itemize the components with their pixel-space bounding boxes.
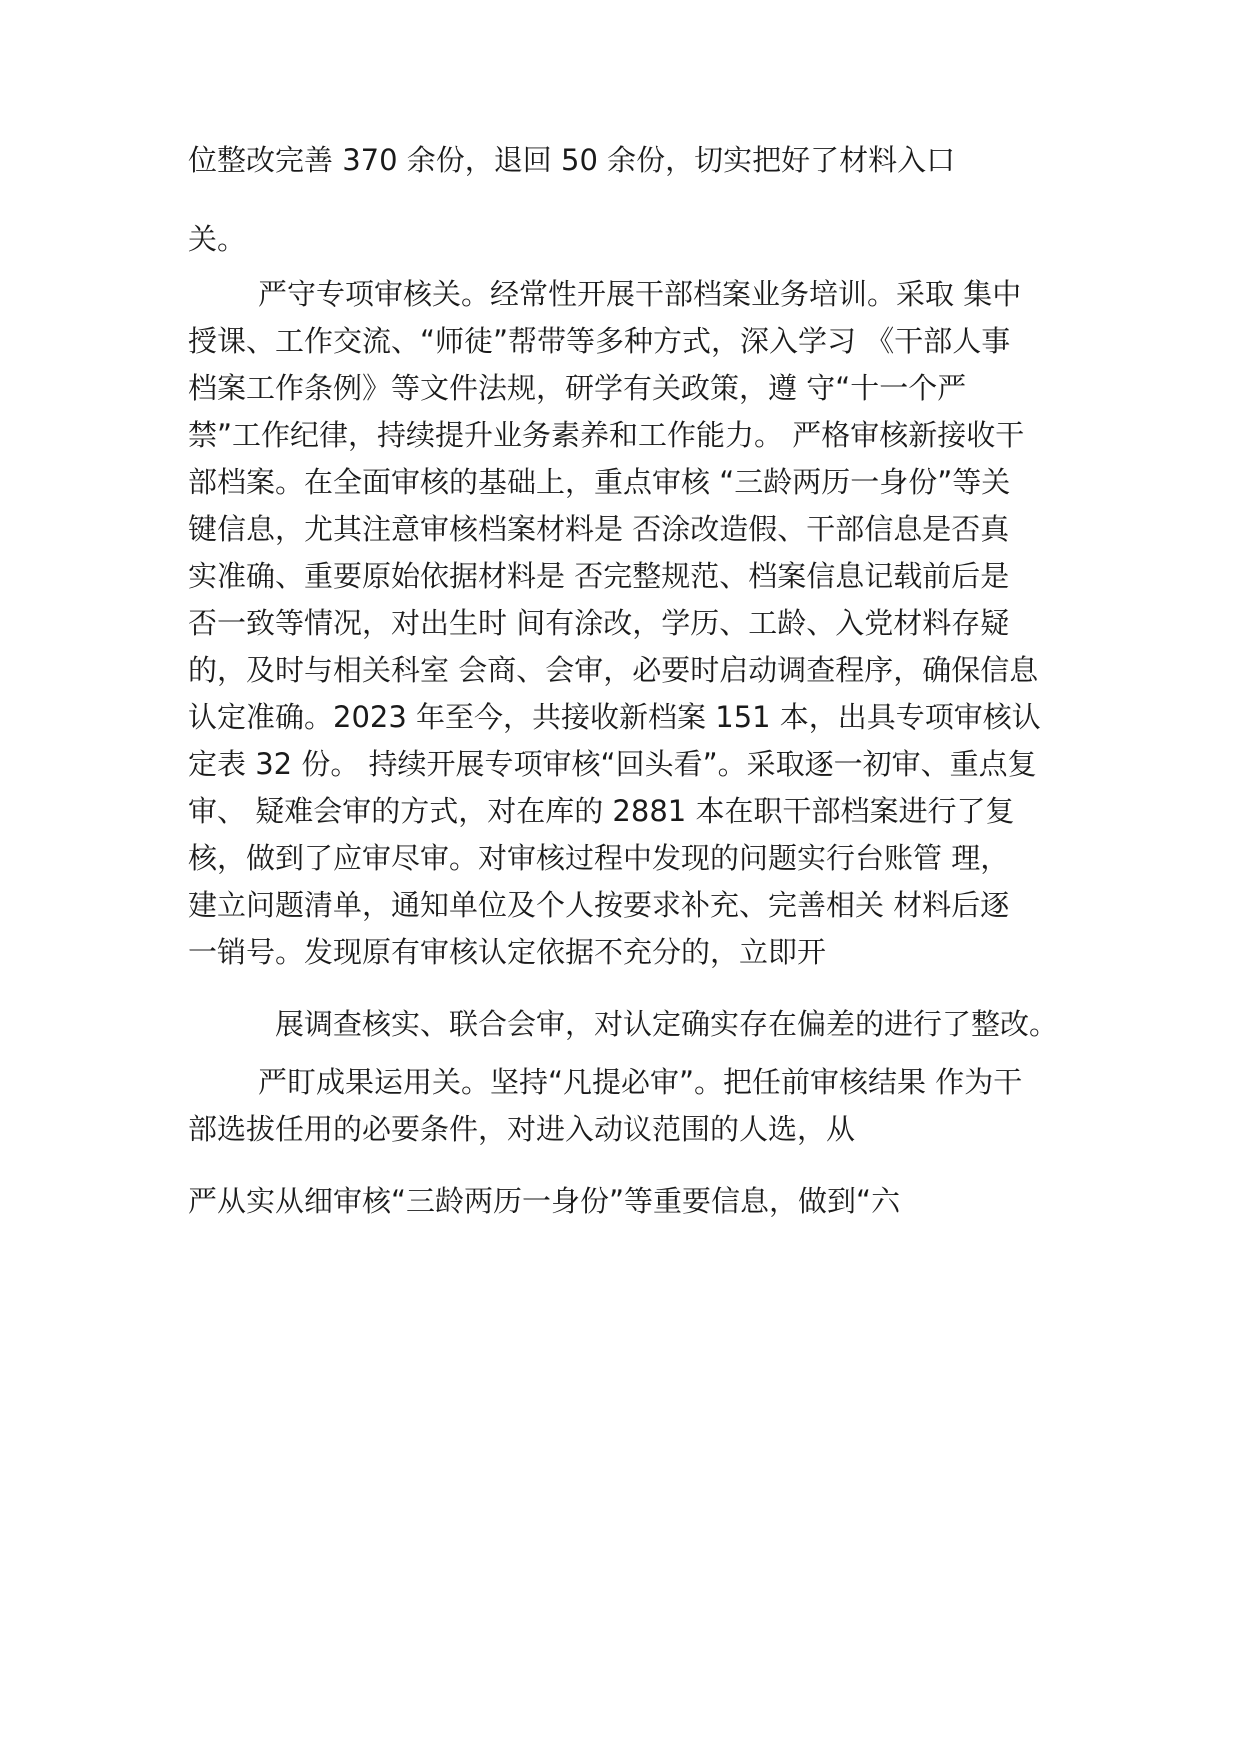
text-line: 关。 [188,222,247,256]
text-line: 一销号。发现原有审核认定依据不充分的，立即开 [188,935,827,969]
text-line: 位整改完善 370 余份，退回 50 余份，切实把好了材料入口 [188,143,956,177]
text-line: 键信息，尤其注意审核档案材料是 否涂改造假、干部信息是否真 [188,512,1010,546]
text-line: 的，及时与相关科室 会商、会审，必要时启动调查程序，确保信息 [188,653,1039,687]
text-line: 严从实从细审核“三龄两历一身份”等重要信息，做到“六 [188,1184,901,1218]
text-line: 否一致等情况，对出生时 间有涂改，学历、工龄、入党材料存疑 [188,606,1010,640]
text-line: 部选拔任用的必要条件，对进入动议范围的人选，从 [188,1112,856,1146]
paragraph-start-line: 严守专项审核关。经常性开展干部档案业务培训。采取 集中 [258,277,1022,311]
text-line: 核，做到了应审尽审。对审核过程中发现的问题实行台账管 理， [188,841,1010,875]
text-line: 授课、工作交流、“师徒”帮带等多种方式，深入学习 《干部人事 [188,324,1011,358]
text-line: 认定准确。2023 年至今，共接收新档案 151 本，出具专项审核认 [188,700,1041,734]
text-line: 部档案。在全面审核的基础上，重点审核 “三龄两历一身份”等关 [188,465,1011,499]
text-line: 档案工作条例》等文件法规，研学有关政策，遵 守“十一个严 [188,371,967,405]
paragraph-start-line: 严盯成果运用关。坚持“凡提必审”。把任前审核结果 作为干 [258,1065,1023,1099]
text-line: 审、 疑难会审的方式，对在库的 2881 本在职干部档案进行了复 [188,794,1015,828]
text-line: 建立问题清单，通知单位及个人按要求补充、完善相关 材料后逐 [188,888,1010,922]
text-line: 禁”工作纪律，持续提升业务素养和工作能力。 严格审核新接收干 [188,418,1025,452]
text-line: 实准确、重要原始依据材料是 否完整规范、档案信息记载前后是 [188,559,1010,593]
text-line: 定表 32 份。 持续开展专项审核“回头看”。采取逐一初审、重点复 [188,747,1037,781]
text-line: 展调查核实、联合会审，对认定确实存在偏差的进行了整改。 [275,1007,1059,1041]
